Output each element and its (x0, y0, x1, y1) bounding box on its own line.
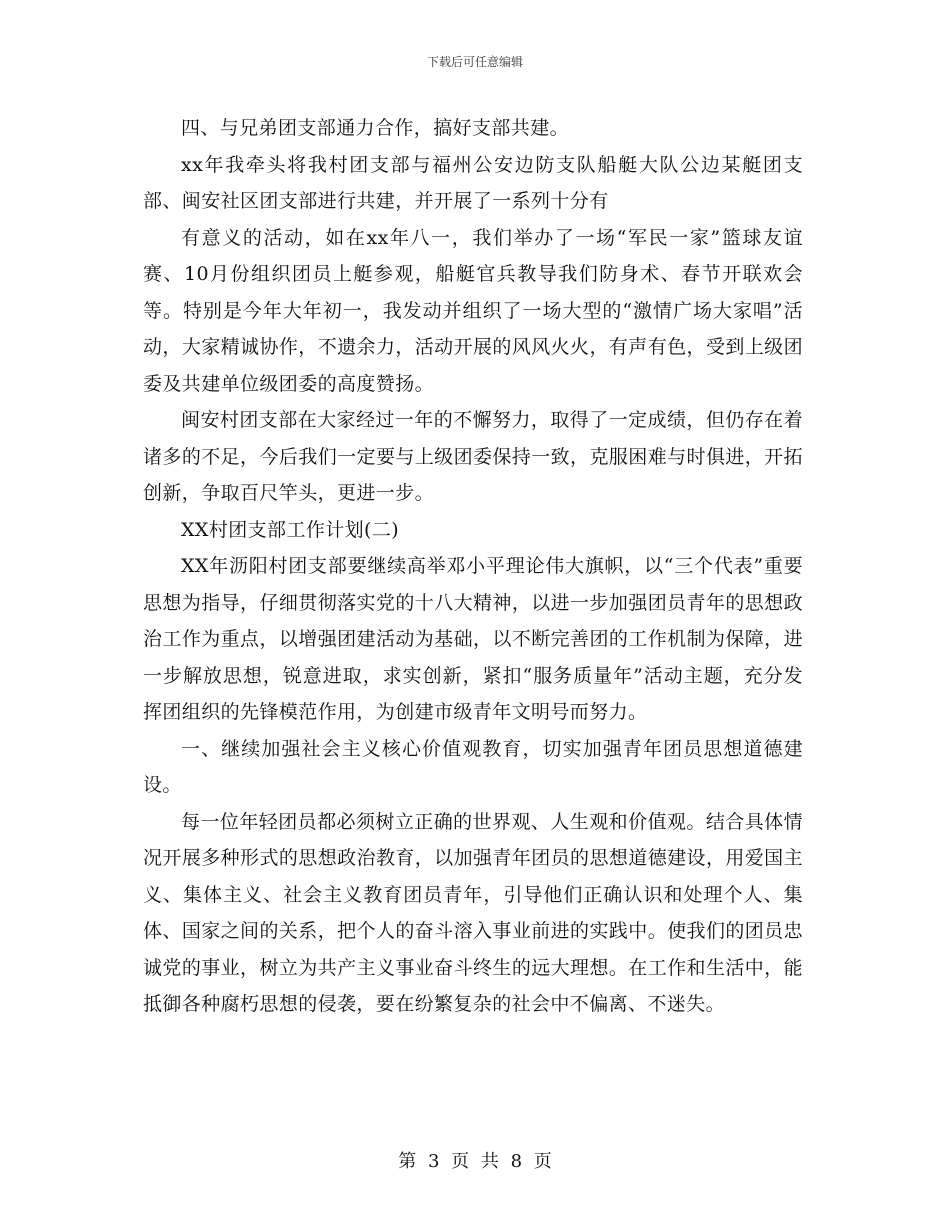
document-body (143, 110, 803, 1023)
paragraph-activities: 有意义的活动，如在xx年八一，我们举办了一场“军民一家”篮球友谊赛、10月份组织团员上艇参观，船艇官兵教导我们防身术、春节开联欢会等。特别是今年大年初一，我发动并组织了一场大型的“激情广场大家唱”活动，大家精诚协作，不遗余力，活动开展的风风火火，有声有色，受到上级团委及共建单位级团委的高度赞扬。 (143, 226, 803, 395)
paragraph-summary: 闽安村团支部在大家经过一年的不懈努力，取得了一定成绩，但仍存在着诸多的不足，今后我们一定要与上级团委保持一致，克服困难与时俱进，开拓创新，争取百尺竿头，更进一步。 (143, 409, 803, 504)
paragraph-plan-intro: XX年沥阳村团支部要继续高举邓小平理论伟大旗帜，以“三个代表”重要思想为指导，仔细贯彻落实党的十八大精神，以进一步加强团员青年的思想政治工作为重点，以增强团建活动为基础，以不断完善团的工作机制为保障，进一步解放思想，锐意进取，求实创新，紧扣“服务质量年”活动主题，充分发挥团组织的先锋模范作用，为创建市级青年文明号而努力。 (143, 555, 803, 723)
paragraph-values-education: 每一位年轻团员都必须树立正确的世界观、人生观和价值观。结合具体情况开展多种形式的思想政治教育，以加强青年团员的思想道德建设，用爱国主义、集体主义、社会主义教育团员青年，引导他们正确认识和处理个人、集体、国家之间的关系，把个人的奋斗溶入事业前进的实践中。使我们的团员忠诚党的事业，树立为共产主义事业奋斗终生的远大理想。在工作和生活中，能抵御各种腐朽思想的侵袭，要在纷繁复杂的社会中不偏离、不迷失。 (143, 810, 803, 1015)
section-heading-1: 一、继续加强社会主义核心价值观教育，切实加强青年团员思想道德建设。 (143, 737, 803, 796)
page-number: 第 3 页 共 8 页 (398, 1151, 552, 1172)
section-heading-4: 四、与兄弟团支部通力合作，搞好支部共建。 (181, 117, 570, 139)
page-header: 下载后可任意编辑 (426, 55, 523, 69)
plan-title: XX村团支部工作计划(二) (181, 518, 400, 541)
paragraph-joint-building: xx年我牵头将我村团支部与福州公安边防支队船艇大队公边某艇团支部、闽安社区团支部进行共建，并开展了一系列十分有 (143, 153, 803, 212)
